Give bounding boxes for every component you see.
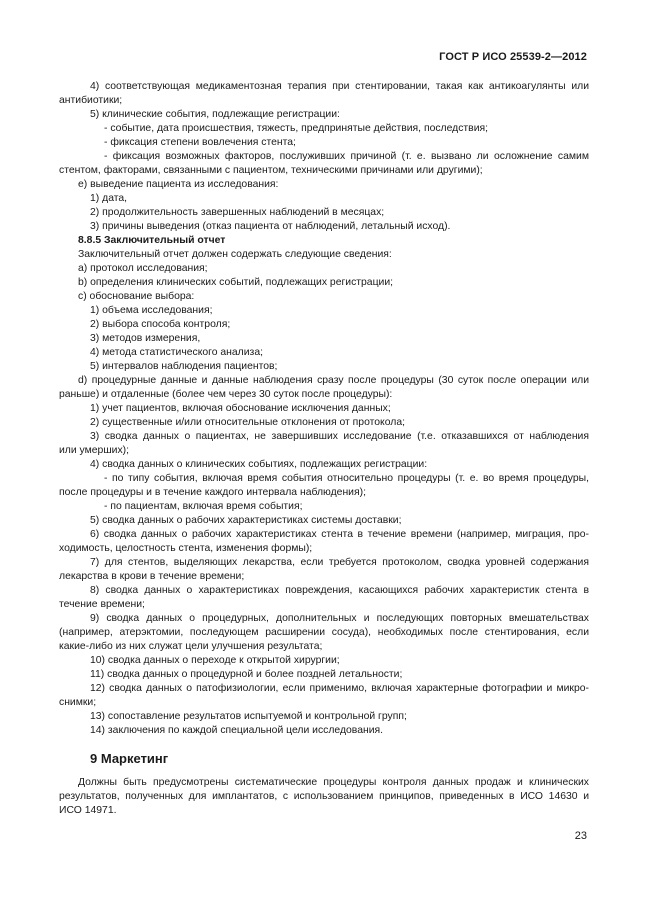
text-line: или умерших); (59, 445, 130, 456)
text-line: - фиксация возможных факторов, послуживших причиной (т. е. вызвано ли осложнение самим (104, 151, 589, 162)
text-line: 10) сводка данных о переходе к открытой хирургии; (90, 655, 340, 666)
text-line: 5) сводка данных о рабочих характеристиках системы доставки; (90, 515, 402, 526)
text-line: - по типу события, включая время события относительно процедуры (т. е. во время процедуры, (104, 473, 589, 484)
text-line: - по пациентам, включая время события; (104, 501, 303, 512)
paragraph-line: Должны быть предусмотрены систематические процедуры контроля данных продаж и клинических (78, 777, 589, 788)
section-heading-9: 9 Маркетинг (90, 751, 169, 766)
text-line: 5) клинические события, подлежащие регистрации: (90, 109, 340, 120)
paragraph-line: ИСО 14971. (59, 805, 117, 816)
text-line: d) процедурные данные и данные наблюдения сразу после процедуры (30 суток после операции или (78, 375, 589, 386)
text-line: 13) сопоставление результатов испытуемой и контрольной групп; (90, 711, 407, 722)
text-line: 12) сводка данных о патофизиологии, если применимо, включая характерные фотографии и микро- (90, 683, 589, 694)
page-number: 23 (574, 830, 587, 842)
text-line: 8) сводка данных о характеристиках повреждения, касающихся рабочих характеристик стента в (90, 585, 589, 596)
document-header: ГОСТ Р ИСО 25539-2—2012 (439, 51, 587, 63)
text-line: после процедуры и в течение каждого интервала наблюдения); (59, 487, 366, 498)
text-line: 2) существенные и/или относительные отклонения от протокола; (90, 417, 405, 428)
text-line: 14) заключения по каждой специальной цели исследования. (90, 725, 384, 736)
text-line: (например, атерэктомии, последующем расширении сосуда), необходимых после стентирования, если (59, 627, 589, 638)
section-heading-8-8-5: 8.8.5 Заключительный отчет (78, 235, 226, 246)
text-line: лекарства в крови в течение времени; (59, 571, 245, 582)
text-line: b) определения клинических событий, подлежащих регистрации; (78, 277, 394, 288)
text-line: Заключительный отчет должен содержать следующие сведения: (78, 249, 392, 260)
text-line: течение времени; (59, 599, 145, 610)
text-line: 3) сводка данных о пациентах, не завершивших исследование (т.е. отказавшихся от наблюдения (90, 431, 589, 442)
text-line: 9) сводка данных о процедурных, дополнительных и последующих повторных вмешательствах (90, 613, 589, 624)
text-line: 3) методов измерения, (90, 333, 201, 344)
text-line: 7) для стентов, выделяющих лекарства, если требуется протоколом, сводка уровней содержания (90, 557, 589, 568)
text-line: 3) причины выведения (отказ пациента от наблюдений, летальный исход). (90, 221, 451, 232)
text-line: 4) сводка данных о клинических событиях, подлежащих регистрации: (90, 459, 428, 470)
text-line: 2) выбора способа контроля; (90, 319, 231, 330)
text-line: 2) продолжительность завершенных наблюдений в месяцах; (90, 207, 385, 218)
text-line: 4) метода статистического анализа; (90, 347, 263, 358)
text-line: - фиксация степени вовлечения стента; (104, 137, 296, 148)
text-line: снимки; (59, 697, 97, 708)
text-line: a) протокол исследования; (78, 263, 208, 274)
text-line: 1) учет пациентов, включая обоснование исключения данных; (90, 403, 391, 414)
paragraph-line: результатов, полученных для имплантатов, с использованием принципов, приведенных в ИСО 14630 и (59, 791, 589, 802)
text-line: стентом, факторами, связанными с пациентом, техническими причинами или другими); (59, 165, 483, 176)
text-line: 11) сводка данных о процедурной и более поздней летальности; (90, 669, 403, 680)
text-line: 4) соответствующая медикаментозная терапия при стентировании, такая как антикоагулянты или (90, 81, 589, 92)
text-line: 6) сводка данных о рабочих характеристиках стента в течение времени (например, миграция, про- (90, 529, 589, 540)
text-line: 5) интервалов наблюдения пациентов; (90, 361, 278, 372)
text-line: е) выведение пациента из исследования: (78, 179, 279, 190)
text-line: ходимость, целостность стента, изменения формы); (59, 543, 313, 554)
text-line: раньше) и отдаленные (более чем через 30 суток после процедуры): (59, 389, 393, 400)
text-line: 1) объема исследования; (90, 305, 213, 316)
text-line: - событие, дата происшествия, тяжесть, предпринятые действия, последствия; (104, 123, 489, 134)
text-line: 1) дата, (90, 193, 128, 204)
text-line: антибиотики; (59, 95, 123, 106)
text-line: какие-либо из них служат цели улучшения результата; (59, 641, 323, 652)
text-line: c) обоснование выбора: (78, 291, 195, 302)
